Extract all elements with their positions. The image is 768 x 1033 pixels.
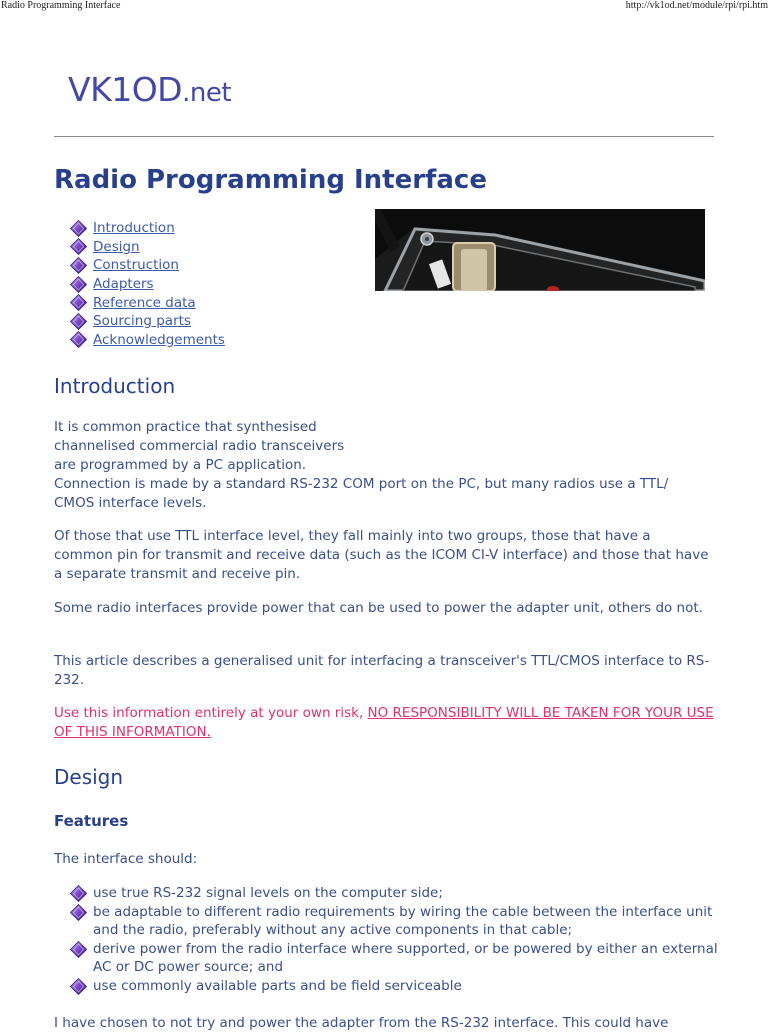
site-logo-suffix: .net [182,78,232,108]
no-responsibility-link[interactable]: NO RESPONSIBILITY WILL BE TAKEN FOR YOUR USE OF THIS INFORMATION. [54,705,714,740]
intro-p1-line: Connection is made by a standard RS-232 COM port on the PC, but many radios use a TTL/ [54,476,669,492]
diamond-bullet-icon [70,238,87,255]
toc-item-sourcing-parts [70,312,225,331]
intro-paragraph-3: Some radio interfaces provide power that can be used to power the adapter unit, others do not. [54,600,703,616]
intro-p1-line: It is common practice that synthesised [54,419,317,435]
feature-text: be adaptable to different radio requirements by wiring the cable between the interface unit and the radio, preferably without any active components in that cable; [93,903,713,938]
section-heading-design: Design [54,765,124,789]
diamond-bullet-icon [70,904,87,921]
toc-link-reference-data[interactable]: Reference data [93,294,196,311]
feature-text: use true RS-232 signal levels on the computer side; [93,885,443,901]
toc-link-adapters[interactable]: Adapters [93,276,154,293]
diamond-bullet-icon [70,294,87,311]
toc-link-construction[interactable]: Construction [93,257,179,274]
diamond-bullet-icon [70,978,87,995]
toc-item-adapters [70,275,225,294]
interface-unit-photo [375,209,705,291]
toc-link-introduction[interactable]: Introduction [93,220,175,237]
toc-item-introduction [70,219,225,238]
intro-p1-line: are programmed by a PC application. [54,457,307,473]
intro-paragraph-1 [54,418,714,513]
feature-item [70,977,720,996]
diamond-bullet-icon [70,885,87,902]
site-logo[interactable] [68,70,231,109]
toc-item-design [70,238,225,257]
intro-paragraph-4: This article describes a generalised unit for interfacing a transceiver's TTL/CMOS interface to RS-232. [54,653,710,688]
toc-link-sourcing-parts[interactable]: Sourcing parts [93,313,191,330]
intro-p1-line: CMOS interface levels. [54,495,207,511]
risk-warning-text: Use this information entirely at your own risk, [54,705,368,721]
feature-item [70,884,720,903]
diamond-bullet-icon [70,941,87,958]
toc-link-design[interactable]: Design [93,238,140,255]
feature-item [70,940,720,977]
design-trailing-paragraph: I have chosen to not try and power the adapter from the RS-232 interface. This could have [54,1015,669,1031]
feature-text: derive power from the radio interface where supported, or be powered by either an external AC or DC power source; and [93,940,718,975]
diamond-bullet-icon [70,220,87,237]
print-header-title: Radio Programming Interface [1,0,121,11]
intro-paragraph-2: Of those that use TTL interface level, they fall mainly into two groups, those that have a common pin for transmit and receive data (such as the ICOM CI-V interface) and those that have a separate transmit and receive pin. [54,528,709,582]
page-title: Radio Programming Interface [54,165,487,195]
site-logo-main: VK1OD [68,70,183,109]
intro-p1-line: channelised commercial radio transceivers [54,438,345,454]
features-list [70,884,720,995]
features-lead: The interface should: [54,851,198,867]
table-of-contents [70,219,225,349]
diamond-bullet-icon [70,313,87,330]
subheading-features: Features [54,812,129,830]
toc-item-acknowledgements [70,331,225,350]
diamond-bullet-icon [70,257,87,274]
diamond-bullet-icon [70,331,87,348]
toc-link-acknowledgements[interactable]: Acknowledgements [93,331,225,348]
risk-warning [54,704,714,742]
feature-item [70,903,720,940]
print-header-url: http://vk1od.net/module/rpi/rpi.htm [625,0,768,11]
header-divider [54,136,714,137]
print-header [0,0,768,14]
section-heading-introduction: Introduction [54,374,176,398]
toc-item-construction [70,256,225,275]
diamond-bullet-icon [70,276,87,293]
toc-item-reference-data [70,293,225,312]
interface-unit-photo-illustration [375,209,705,291]
feature-text: use commonly available parts and be field serviceable [93,977,462,994]
